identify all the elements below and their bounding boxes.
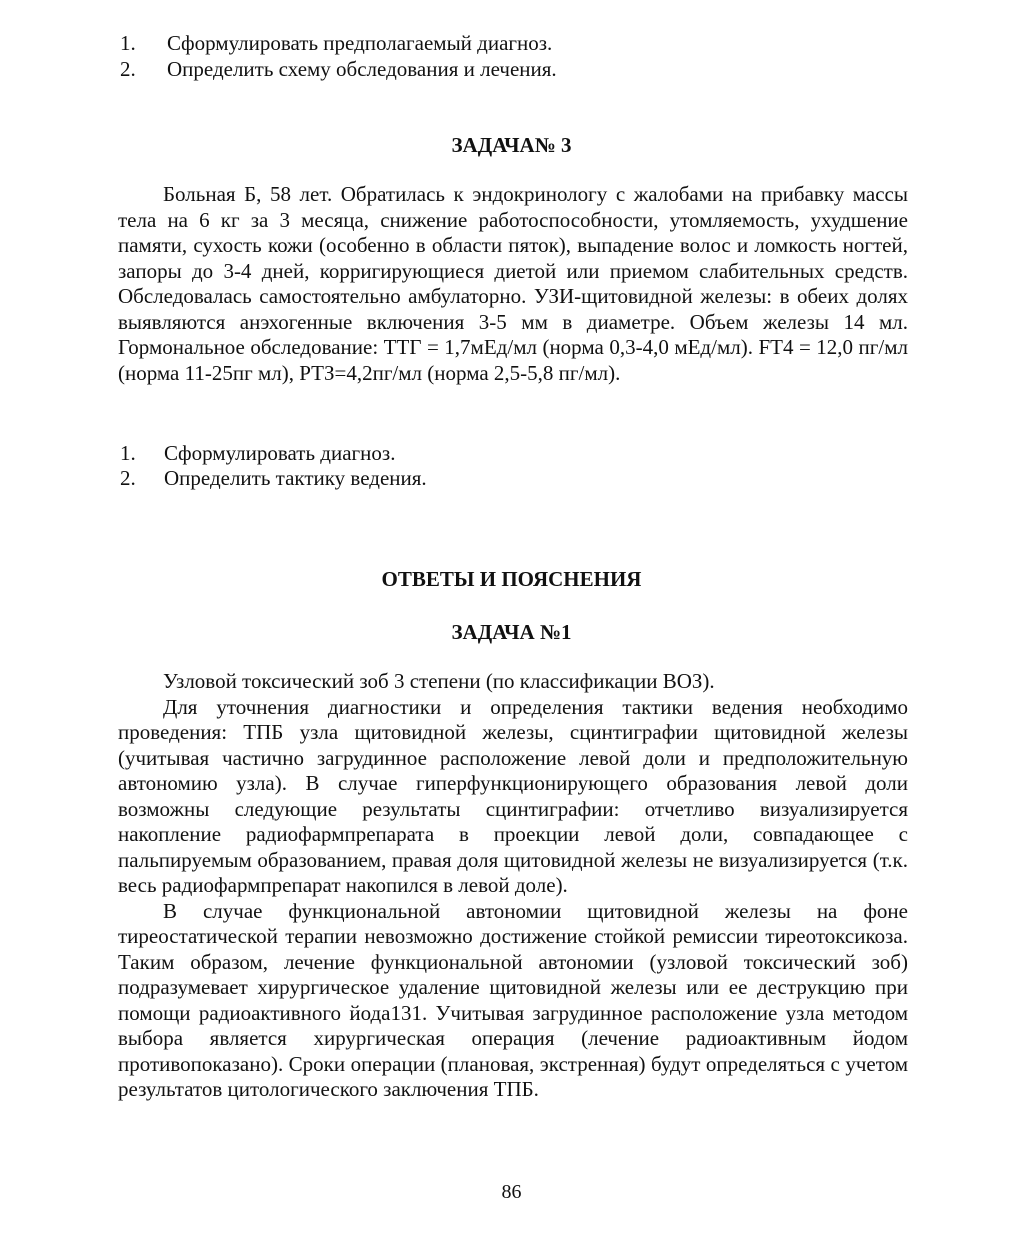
- answer-paragraph: В случае функциональной автономии щитовидной железы на фоне тиреостатической терапии невозможно достижение стойкой ремиссии тиреотоксикоза. Таким образом, лечение функциональной автономии (узловой токсический зоб) подразумевает хирургическое удаление щитовидной железы или ее деструкцию при помощи радиоактивного йода131. Учитывая загрудинное расположение узла методом выбора является хирургическая операция (лечение радиоактивным йодом противопоказано). Сроки операции (плановая, экстренная) будут определяться с учетом результатов цитологического заключения ТПБ.: [118, 898, 908, 1101]
- list-item-number: 1.: [120, 441, 136, 465]
- answer-paragraph: Узловой токсический зоб 3 степени (по классификации ВОЗ).: [163, 669, 715, 693]
- answers-body: [118, 669, 908, 1103]
- task1-heading: ЗАДАЧА №1: [451, 620, 572, 644]
- list-item-text: Определить схему обследования и лечения.: [167, 57, 557, 81]
- answer-paragraph: Для уточнения диагностики и определения тактики ведения необходимо проведения: ТПБ узла щитовидной железы, сцинтиграфии щитовидной железы (учитывая частично загрудинное расположение левой доли и предположительную автономию узла). В случае гиперфункционирующего образования левой доли возможны следующие результаты сцинтиграфии: отчетливо визуализируется накопление радиофармпрепарата в проекции левой доли, совпадающее с пальпируемым образованием, правая доля щитовидной железы не визуализируется (т.к. весь радиофармпрепарат накопился в левой доле).: [118, 694, 908, 897]
- task3-text: Больная Б, 58 лет. Обратилась к эндокринологу с жалобами на прибавку массы тела на 6 кг за 3 месяца, снижение работоспособности, утомляемость, ухудшение памяти, сухость кожи (особенно в области пяток), выпадение волос и ломкость ногтей, запоры до 3-4 дней, корригирующиеся диетой или приемом слабительных средств. Обследовалась самостоятельно амбулаторно. УЗИ-щитовидной железы: в обеих долях выявляются анэхогенные включения 3-5 мм в диаметре. Объем железы 14 мл. Гормональное обследование: ТТГ = 1,7мЕд/мл (норма 0,3-4,0 мЕд/мл). FT4 = 12,0 пг/мл (норма 11-25пг мл), РТЗ=4,2пг/мл (норма 2,5-5,8 пг/мл).: [118, 182, 908, 385]
- task3-paragraph: [118, 182, 908, 386]
- list-item-number: 2.: [120, 57, 136, 81]
- list-item-text: Сформулировать предполагаемый диагноз.: [167, 31, 553, 55]
- page-number: 86: [501, 1181, 522, 1203]
- list-item-text: Определить тактику ведения.: [164, 466, 427, 490]
- task3-heading: ЗАДАЧА№ 3: [451, 133, 572, 157]
- list-item-text: Сформулировать диагноз.: [164, 441, 396, 465]
- list-item-number: 1.: [120, 31, 136, 55]
- answers-heading: ОТВЕТЫ И ПОЯСНЕНИЯ: [381, 567, 642, 591]
- list-item-number: 2.: [120, 466, 136, 490]
